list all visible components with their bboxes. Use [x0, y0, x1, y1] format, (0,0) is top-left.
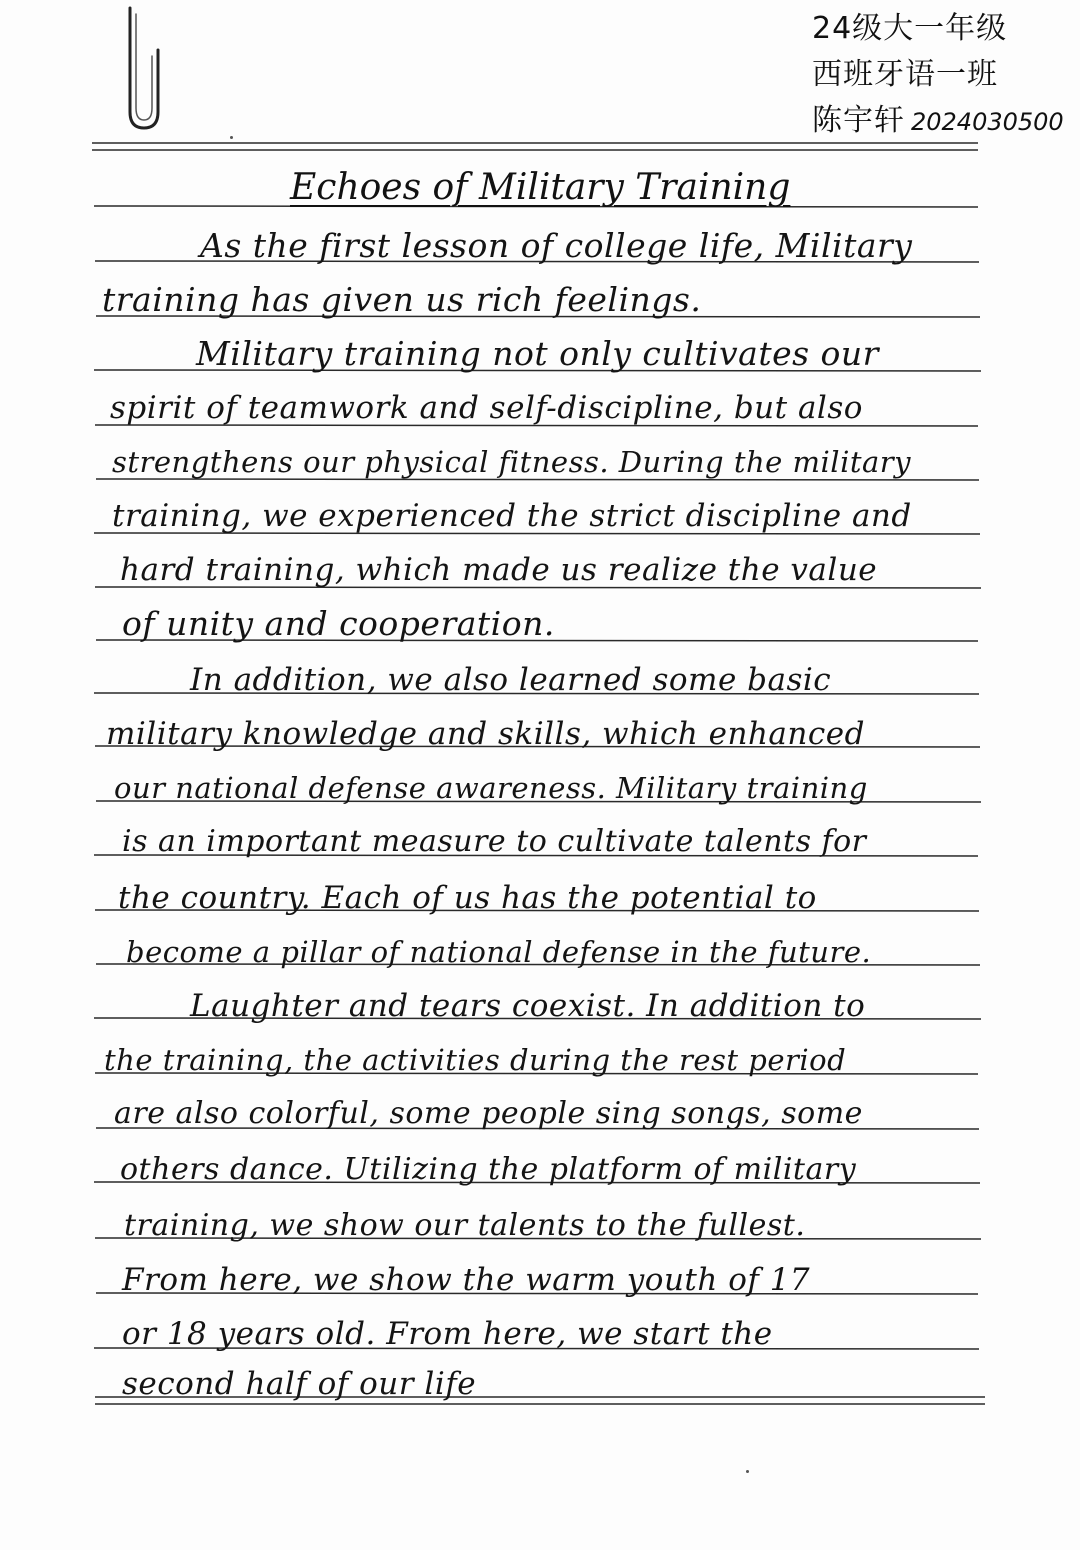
- essay-line-19: training, we show our talents to the fullest.: [124, 1208, 806, 1243]
- essay-line-10: military knowledge and skills, which enhanced: [106, 716, 865, 752]
- grade-line: 24级大一年级: [812, 11, 1008, 46]
- essay-line-15: Laughter and tears coexist. In addition to: [190, 988, 866, 1024]
- essay-line-14: become a pillar of national defense in the future.: [126, 935, 872, 969]
- essay-line-8: of unity and cooperation.: [122, 604, 555, 643]
- essay-line-16: the training, the activities during the rest period: [104, 1043, 847, 1077]
- essay-line-7: hard training, which made us realize the value: [120, 552, 878, 588]
- essay-line-22: second half of our life: [122, 1366, 477, 1402]
- essay-line-20: From here, we show the warm youth of 17: [122, 1262, 811, 1298]
- essay-line-17: are also colorful, some people sing songs, some: [114, 1096, 863, 1131]
- paper-speck: [746, 1470, 749, 1473]
- essay-line-13: the country. Each of us has the potential to: [118, 880, 817, 916]
- essay-line-18: others dance. Utilizing the platform of military: [120, 1152, 857, 1187]
- essay-line-2: training has given us rich feelings.: [102, 280, 702, 319]
- essay-line-5: strengthens our physical fitness. During the military: [112, 445, 912, 479]
- essay-line-6: training, we experienced the strict discipline and: [112, 498, 912, 534]
- class-line: 西班牙语一班: [812, 57, 998, 92]
- essay-line-9: In addition, we also learned some basic: [190, 662, 832, 698]
- student-name: 陈宇轩: [812, 103, 905, 138]
- essay-line-12: is an important measure to cultivate talents for: [122, 824, 867, 859]
- essay-line-11: our national defense awareness. Military training: [114, 771, 868, 805]
- essay-line-1: As the first lesson of college life, Military: [200, 226, 913, 265]
- student-id: 2024030500: [911, 108, 1064, 136]
- essay-line-4: spirit of teamwork and self-discipline, but also: [110, 390, 863, 426]
- essay-title: Echoes of Military Training: [290, 167, 791, 208]
- essay-line-21: or 18 years old. From here, we start the: [122, 1316, 773, 1352]
- paper-speck: [230, 136, 233, 139]
- essay-line-3: Military training not only cultivates our: [196, 334, 879, 373]
